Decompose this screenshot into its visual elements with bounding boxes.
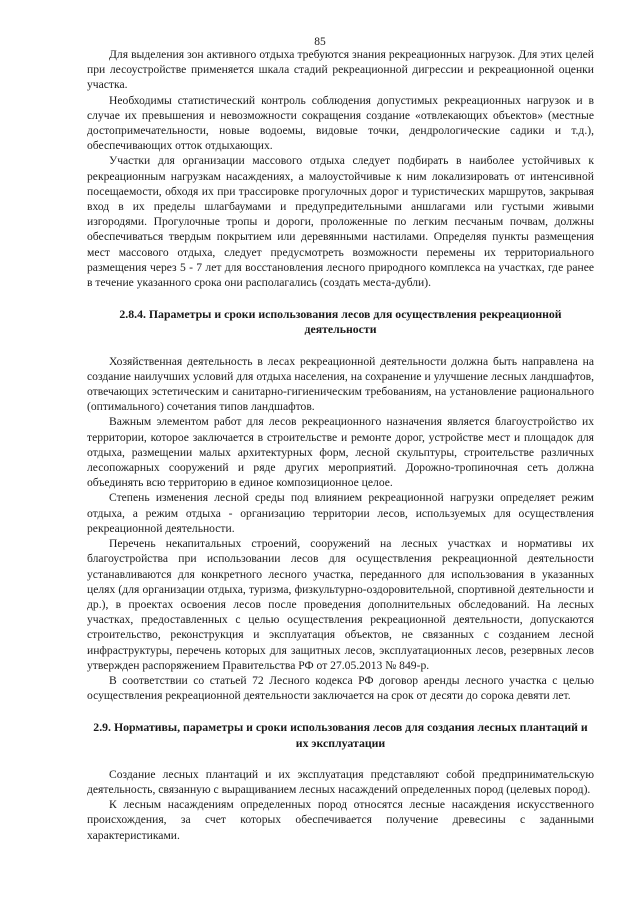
paragraph: Важным элементом работ для лесов рекреационного назначения является благоустройство их территории, которое заключается в строительстве и ремонте дорог, устройстве мест и площадок для отдыха, размещении малых архитектурных форм, лесной скульптуры, строительстве различных лесопожарных сооружений и ряде других мероприятий. Дорожно-тропиночная сеть должна объединять всю территорию в единое композиционное целое. <box>87 415 594 490</box>
paragraph: Степень изменения лесной среды под влиянием рекреационной нагрузки определяет режим отдыха, а режим отдыха - организацию территории лесов, используемых для осуществления рекреационной деятельности. <box>87 491 594 535</box>
section-heading: 2.9. Нормативы, параметры и сроки использования лесов для создания лесных плантаций и их эксплуатации <box>93 720 588 750</box>
page-number: 85 <box>314 36 326 48</box>
paragraph: Создание лесных плантаций и их эксплуатация представляют собой предпринимательскую деятельность, связанную с выращиванием лесных насаждений определенных пород (целевых пород). <box>87 767 594 796</box>
section-heading: 2.8.4. Параметры и сроки использования лесов для осуществления рекреационной деятельности <box>119 307 562 337</box>
paragraph: Хозяйственная деятельность в лесах рекреационной деятельности должна быть направлена на создание наилучших условий для отдыха населения, на сохранение и улучшение лесных ландшафтов, отвечающих эстетическим и санитарно-гигиеническим требованиям, на установление рационального (оптимального) сочетания типов ландшафтов. <box>87 354 594 414</box>
paragraph: Участки для организации массового отдыха следует подбирать в наиболее устойчивых к рекреационным нагрузкам насаждениях, а малоустойчивые к ним локализировать от интенсивной посещаемости, обходя их при трассировке прогулочных дорог и туристических маршрутов, закрывая вход в их пределы шлагбаумами и предупредительными аншлагами или густыми живыми изгородями. Прогулочные тропы и дороги, проложенные по легким песчаным почвам, должны обеспечиваться твердым покрытием или деревянными настилами. Определяя пункты размещения мест массового отдыха, следует предусмотреть возможности перемены их территориального размещения через 5 - 7 лет для восстановления лесного природного комплекса на участках, где ранее в течение указанного срока они располагались (создать места-дубли). <box>87 154 594 290</box>
paragraph: В соответствии со статьей 72 Лесного кодекса РФ договор аренды лесного участка с целью осуществления рекреационной деятельности заключается на срок от десяти до сорока девяти лет. <box>87 673 594 703</box>
paragraph: Для выделения зон активного отдыха требуются знания рекреационных нагрузок. Для этих целей при лесоустройстве применяется шкала стадий рекреационной дигрессии и рекреационной оценки участка. <box>87 48 594 92</box>
paragraph: К лесным насаждениям определенных пород относятся лесные насаждения искусственного происхождения, за счет которых обеспечивается получение древесины с заданными характеристиками. <box>87 798 594 842</box>
paragraph: Необходимы статистический контроль соблюдения допустимых рекреационных нагрузок и в случае их превышения и невозможности сокращения создание «отвлекающих объектов» (местные достопримечательности, новые водоемы, видовые точки, дендрологические садики и т.д.), обеспечивающих отток отдыхающих. <box>87 93 594 153</box>
document-body <box>87 47 594 843</box>
paragraph: Перечень некапитальных строений, сооружений на лесных участках и нормативы их благоустройства при использовании лесов для осуществления рекреационной деятельности устанавливаются для конкретного лесного участка, переданного для использования в указанных целях (для организации отдыха, туризма, физкультурно-оздоровительной, спортивной деятельности и др.), в проектах освоения лесов после проведения дополнительных обследований. На лесных участках, предоставленных с целью осуществления рекреационной деятельности, допускаются строительство, реконструкция и эксплуатация объектов, не связанных с созданием лесной инфраструктуры, перечень которых для защитных лесов, эксплуатационных лесов, резервных лесов утвержден распоряжением Правительства РФ от 27.05.2013 № 849-р. <box>87 537 594 672</box>
